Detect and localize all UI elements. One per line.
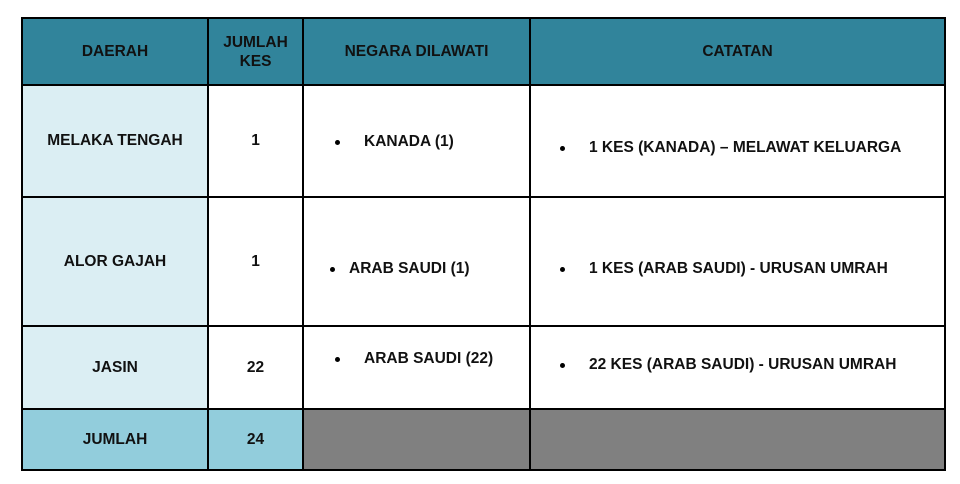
row-1-catatan: [531, 86, 944, 196]
row-1-kes-text: 1: [251, 132, 260, 149]
header-jumlah-kes: [209, 19, 302, 84]
row-3-negara-text: ARAB SAUDI (22): [364, 350, 494, 367]
row-2-daerah-text: ALOR GAJAH: [63, 252, 167, 270]
row-1-kes: [209, 86, 302, 196]
footer-total: [209, 410, 302, 469]
bullet-icon: [560, 146, 565, 151]
footer-total-text: 24: [246, 430, 265, 448]
bullet-icon: [335, 140, 340, 145]
footer-empty-catatan: [531, 410, 944, 469]
row-2-negara-text: ARAB SAUDI (1): [349, 260, 470, 277]
row-2-catatan: [531, 198, 944, 325]
row-1-daerah: [23, 86, 207, 196]
row-3-daerah-text: JASIN: [92, 358, 138, 376]
row-1-daerah-text: MELAKA TENGAH: [47, 132, 183, 149]
row-2-daerah: [23, 198, 207, 325]
row-3-catatan-text: 22 KES (ARAB SAUDI) - URUSAN UMRAH: [589, 356, 897, 373]
header-negara-text: NEGARA DILAWATI: [344, 43, 489, 60]
header-catatan-text: CATATAN: [702, 43, 773, 60]
row-1-negara-text: KANADA (1): [364, 133, 454, 150]
footer-label: [23, 410, 207, 469]
header-catatan: [531, 19, 944, 84]
row-2-negara: [304, 198, 529, 325]
row-2-kes: [209, 198, 302, 325]
header-jumlah-text: JUMLAH: [223, 33, 288, 51]
row-3-catatan: [531, 327, 944, 408]
footer-label-text: JUMLAH: [82, 430, 148, 448]
header-negara-dilawati: [304, 19, 529, 84]
header-kes-text: KES: [239, 52, 272, 70]
row-1-negara: [304, 86, 529, 196]
row-3-daerah: [23, 327, 207, 408]
row-3-negara: [304, 327, 529, 408]
bullet-icon: [560, 363, 565, 368]
row-3-kes-text: 22: [246, 358, 265, 376]
bullet-icon: [335, 357, 340, 362]
header-daerah-text: DAERAH: [81, 43, 149, 60]
bullet-icon: [560, 267, 565, 272]
cases-table: [21, 17, 946, 471]
row-2-kes-text: 1: [251, 252, 260, 270]
header-daerah: [23, 19, 207, 84]
row-1-catatan-text: 1 KES (KANADA) – MELAWAT KELUARGA: [589, 139, 902, 156]
row-3-kes: [209, 327, 302, 408]
row-2-catatan-text: 1 KES (ARAB SAUDI) - URUSAN UMRAH: [589, 260, 888, 277]
bullet-icon: [330, 267, 335, 272]
footer-empty-negara: [304, 410, 529, 469]
